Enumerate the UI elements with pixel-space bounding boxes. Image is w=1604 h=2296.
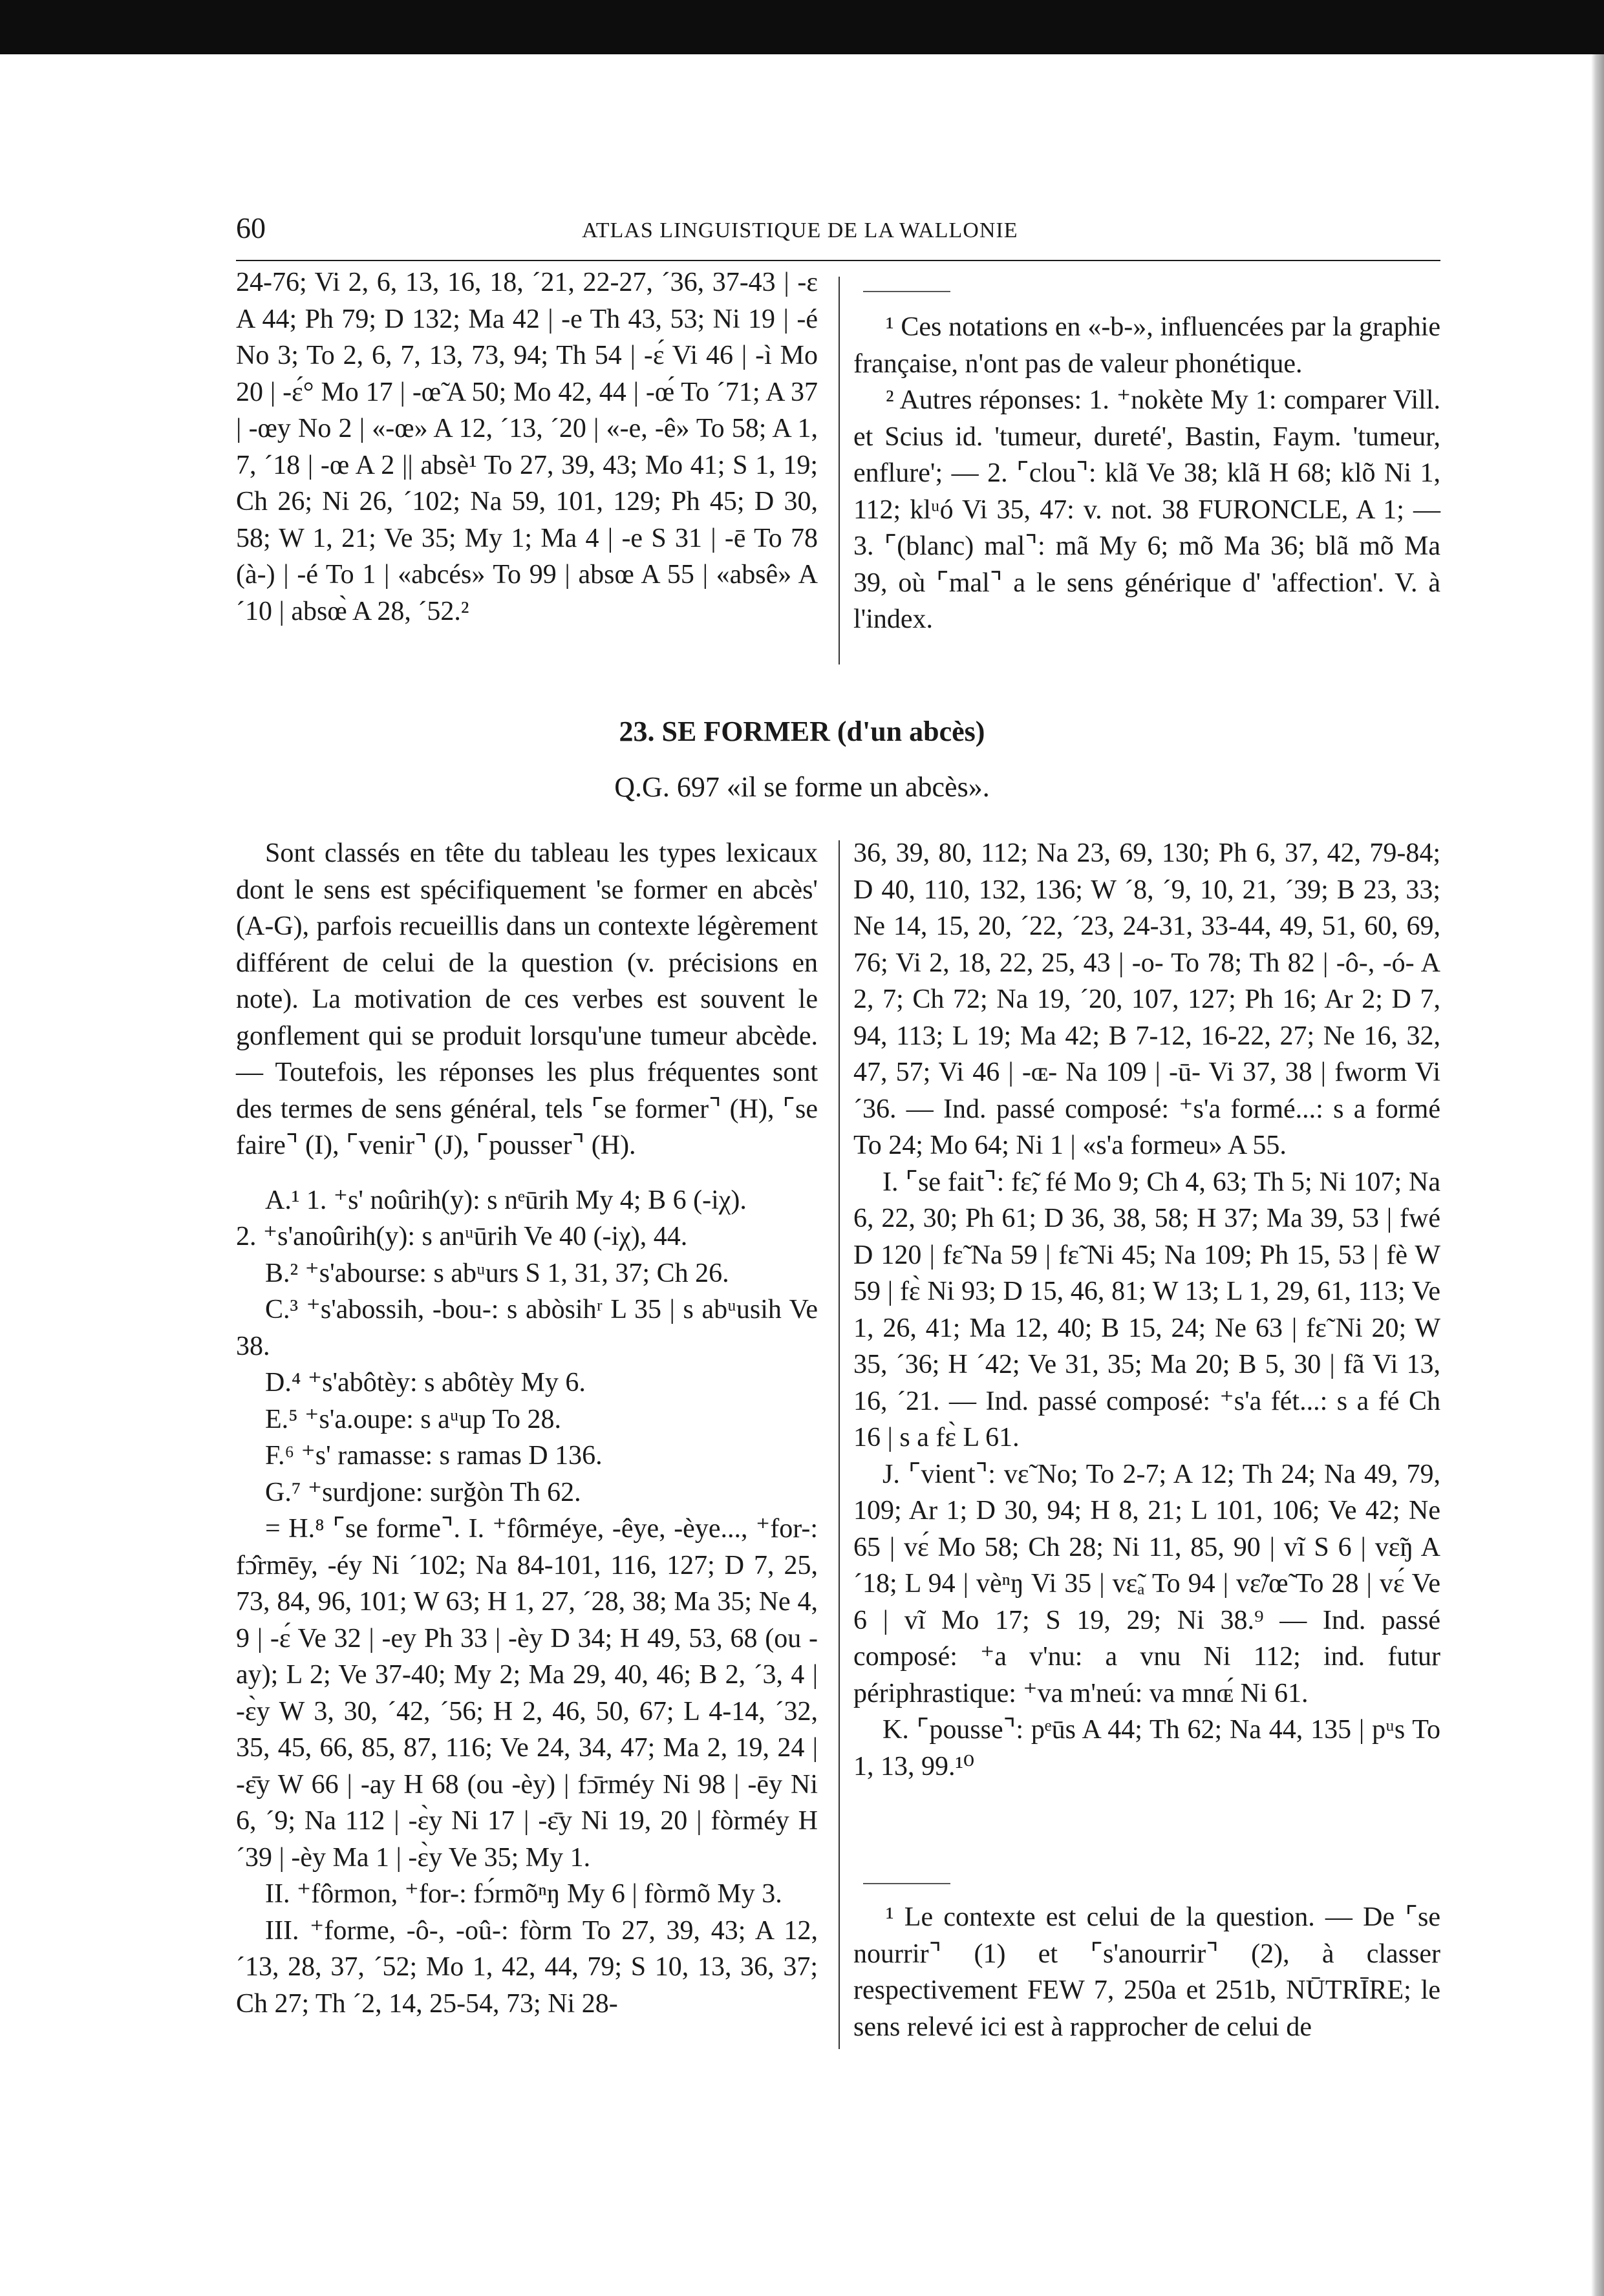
entry-g: G.⁷ ⁺surdjone: surǧòn Th 62.: [265, 1477, 581, 1507]
intro-paragraph: Sont classés en tête du tableau les types lexicaux dont le sens est spécifiquement 'se former en abcès' (A-G), parfois recueillis dans un contexte légèrement différent de celui de la question (v. précisions en note). La motivation de ces verbes est souvent le gonflement qui se produit lorsqu'une tumeur abcède. — Toutefois, les réponses les plus fréquentes sont des termes de sens général, tels ⌜se former⌝ (H), ⌜se faire⌝ (I), ⌜venir⌝ (J), ⌜pousser⌝ (H).: [236, 838, 818, 1160]
entry-e: E.⁵ ⁺s'a.oupe: s aᵘup To 28.: [265, 1404, 562, 1434]
running-header: ATLAS LINGUISTIQUE DE LA WALLONIE: [582, 218, 1018, 242]
entry-d: D.⁴ ⁺s'abôtèy: s abôtèy My 6.: [265, 1368, 586, 1398]
bottom-left-column: [236, 835, 818, 2022]
footnote-2: ² Autres réponses: 1. ⁺nokète My 1: comparer Vill. et Scius id. 'tumeur, dureté', Bastin, Faym. 'tumeur, enflure'; — 2. ⌜clou⌝: klã Ve 38; klã H 68; klõ Ni 1, 112; klᵘó Vi 35, 47: v. not. 38 FURONCLE, A 1; — 3. ⌜(blanc) mal⌝: mã My 6; mõ Ma 36; blã mõ Ma 39, où ⌜mal⌝ a le sens générique d' 'affection'. V. à l'index.: [853, 385, 1440, 634]
entry-c: C.³ ⁺s'abossih, -bou-: s abòsihʳ L 35 | s abᵘusih Ve 38.: [236, 1295, 818, 1361]
entry-b: B.² ⁺s'abourse: s abᵘurs S 1, 31, 37; Ch 26.: [265, 1258, 729, 1288]
section-title: 23. SE FORMER (d'un abcès): [619, 716, 985, 747]
top-left-column: [236, 264, 818, 630]
top-right-footnotes: [853, 309, 1440, 638]
entry-h-continued: 36, 39, 80, 112; Na 23, 69, 130; Ph 6, 37, 42, 79-84; D 40, 110, 132, 136; W ´8, ´9, 10, 21, ´39; B 23, 33; Ne 14, 15, 20, ´22, ´23, 24-31, 33-44, 49, 51, 60, 69, 76; Vi 2, 18, 22, 25, 43 | -o- To 78; Th 82 | -ô-, -ó- A 2, 7; Ch 72; Na 19, ´20, 107, 127; Ph 16; Ar 2; D 7, 94, 113; L 19; Ma 42; B 7-12, 16-22, 27; Ne 16, 32, 47, 57; Vi 46 | -ɶ- Na 109 | -ū- Vi 37, 38 | fworm Vi ´36. — Ind. passé composé: ⁺s'a formé...: s a formé To 24; Mo 64; Ni 1 | «s'a formeu» A 55.: [853, 838, 1440, 1160]
entry-i: I. ⌜se fait⌝: fɛ̃, fé Mo 9; Ch 4, 63; Th 5; Ni 107; Na 6, 22, 30; Ph 61; D 36, 38, 58; H 37; Ma 39, 53 | fwé D 120 | fɛ̃ Na 59 | fɛ̃ Ni 45; Na 109; Ph 15, 53 | fè W 59 | fɛ̀ Ni 93; D 15, 46, 81; W 13; L 1, 29, 61, 113; Ve 1, 26, 41; Ma 12, 40; B 15, 24; Ne 63 | fɛ̃ Ni 20; W 35, ´36; H ´42; Ve 31, 35; Ma 20; B 5, 30 | fã Vi 13, 16, ´21. — Ind. passé composé: ⁺s'a fét...: s a fé Ch 16 | s a fɛ̀ L 61.: [853, 1167, 1440, 1452]
scan-top-border: [0, 0, 1604, 54]
section-subtitle: Q.G. 697 «il se forme un abcès».: [614, 771, 990, 803]
header-rule: [236, 260, 1440, 261]
footnote-rule-bottom: [863, 1883, 950, 1884]
scan-right-edge: [1591, 54, 1604, 2296]
column-divider-top: [839, 277, 840, 664]
paragraph-gap: [236, 1164, 818, 1182]
entry-k: K. ⌜pousse⌝: pᵉūs A 44; Th 62; Na 44, 135 | pᵘs To 1, 13, 99.¹⁰: [853, 1715, 1440, 1781]
column-divider-bottom: [839, 840, 840, 2049]
footnote-text: ¹ Le contexte est celui de la question. — De ⌜se nourrir⌝ (1) et ⌜s'anourrir⌝ (2), à classer respectivement FEW 7, 250a et 251b, NŪTRĪRE; le sens relevé ici est à rapprocher de celui de: [853, 1902, 1440, 2042]
entry-f: F.⁶ ⁺s' ramasse: s ramas D 136.: [265, 1441, 603, 1471]
page-number: 60: [236, 211, 266, 244]
entry-j: J. ⌜vient⌝: vɛ̃ No; To 2-7; A 12; Th 24; Na 49, 79, 109; Ar 1; D 30, 94; H 8, 21; L 101, 106; Ve 42; Ne 65 | vɛ́ Mo 58; Ch 28; Ni 11, 85, 90 | vĩ S 6 | vɛ̃ŋ A ´18; L 94 | vèⁿŋ Vi 35 | vɛ̃ₐ To 94 | vɛ̃/œ̃ To 28 | vɛ́ Ve 6 | vĩ Mo 17; S 19, 29; Ni 38.⁹ — Ind. passé composé: ⁺a v'nu: a vnu Ni 112; ind. futur périphrastique: ⁺va m'neú: va mnɶ́ Ni 61.: [853, 1459, 1440, 1708]
entry-a1: A.¹ 1. ⁺s' noûrih(y): s nᵉūrih My 4; B 6 (-iχ).: [265, 1185, 747, 1215]
entry-h-iii: III. ⁺forme, -ô-, -oû-: fòrm To 27, 39, 43; A 12, ´13, 28, 37, ´52; Mo 1, 42, 44, 79; S 10, 13, 36, 37; Ch 27; Th ´2, 14, 25-54, 73; Ni 28-: [236, 1915, 818, 2019]
footnote-1: ¹ Ces notations en «-b-», influencées par la graphie française, n'ont pas de valeur phonétique.: [853, 312, 1440, 379]
entry-h-ii: II. ⁺fôrmon, ⁺for-: fɔ́rmõⁿŋ My 6 | fòrmõ My 3.: [265, 1879, 782, 1909]
bottom-right-column: [853, 835, 1440, 1785]
entry-a2: 2. ⁺s'anoûrih(y): s anᵘūrih Ve 40 (-iχ), 44.: [236, 1222, 688, 1251]
bottom-footnote: [853, 1899, 1440, 2045]
entry-h: = H.⁸ ⌜se forme⌝. I. ⁺fôrméye, -êye, -èye..., ⁺for-: fɔ̂rmēy, -éy Ni ´102; Na 84-101, 116, 127; D 7, 25, 73, 84, 96, 101; W 63; H 1, 27, ´28, 38; Ma 35; Ne 4, 9 | -ɛ́ Ve 32 | -ey Ph 33 | -èy D 34; H 49, 53, 68 (ou -ay); L 2; Ve 37-40; My 2; Ma 29, 40, 46; B 2, ´3, 4 | -ɛ̀y W 3, 30, ´42, ´56; H 2, 46, 50, 67; L 4-14, ´32, 35, 45, 66, 85, 87, 116; Ve 24, 34, 47; Ma 2, 19, 24 | -ɛ̄y W 66 | -ay H 68 (ou -èy) | fɔ̄rméy Ni 98 | -ēy Ni 6, ´9; Na 112 | -ɛ̀y Ni 17 | -ɛ̄y Ni 19, 20 | fòrméy H ´39 | -èy Ma 1 | -ɛ̀y Ve 35; My 1.: [236, 1514, 818, 1873]
footnote-rule-top: [863, 291, 950, 292]
continued-entry-text: 24-76; Vi 2, 6, 13, 16, 18, ´21, 22-27, ´36, 37-43 | -ε A 44; Ph 79; D 132; Ma 42 | -e Th 43, 53; Ni 19 | -é No 3; To 2, 6, 7, 13, 73, 94; Th 54 | -ɛ́ Vi 46 | -ì Mo 20 | -ɛ́° Mo 17 | -œ̃ A 50; Mo 42, 44 | -œ́ To ´71; A 37 | -œy No 2 | «-œ» A 12, ´13, ´20 | «-e, -ê» To 58; A 1, 7, ´18 | -œ A 2 || absè¹ To 27, 39, 43; Mo 41; S 1, 19; Ch 26; Ni 26, ´102; Na 59, 101, 129; Ph 45; D 30, 58; W 1, 21; Ve 35; My 1; Ma 4 | -e S 31 | -ē To 78 (à-) | -é To 1 | «abcés» To 99 | absœ A 55 | «absê» A ´10 | absœ̀ A 28, ´52.²: [236, 268, 818, 626]
